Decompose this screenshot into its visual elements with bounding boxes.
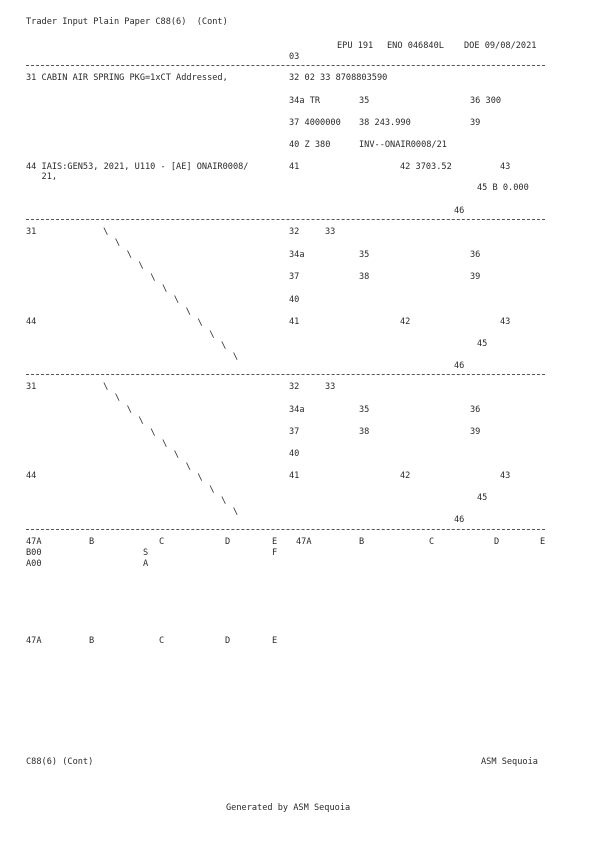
box-44: 44 [26,471,37,481]
strike-mark: \ [185,307,192,317]
box-40: 40 [289,295,300,305]
box-47b-header: B [89,636,95,646]
box-40: 40 [289,449,300,459]
box-35: 35 [359,405,370,415]
box-47c-header: C [429,537,435,547]
box-47b-header: B [89,537,95,547]
footer-brand: ASM Sequoia [481,757,538,767]
box-45: 45 [477,493,488,503]
eno-value: ENO 046840L [387,41,444,51]
tax-type-a00: A00 [26,559,42,569]
box-45: 45 [477,339,488,349]
strike-mark: \ [221,496,227,506]
box-47e-header: E [540,537,546,547]
box-38: 38 [359,427,370,437]
box-34a: 34a [289,250,305,260]
strike-mark: \ [126,250,133,260]
divider [26,529,545,530]
box-41: 41 [289,162,300,172]
strike-mark: \ [138,416,144,426]
box-47b-header: B [359,537,365,547]
form-title: Trader Input Plain Paper C88(6) (Cont) [26,17,228,27]
strike-mark: \ [173,450,180,460]
box-36: 36 300 [470,96,502,106]
strike-mark: \ [138,261,144,271]
box-44-line-2: 21, [26,172,58,182]
box-47e-header: E [272,537,278,547]
box-38: 38 [359,272,370,282]
box-34a: 34a TR [289,96,321,106]
box-37: 37 4000000 [289,118,341,128]
invoice-reference: INV--ONAIR0008/21 [359,140,447,150]
box-42: 42 [400,471,411,481]
box-44-line-1: 44 IAIS:GEN53, 2021, U110 - [AE] ONAIR0008/ [26,162,249,172]
strike-mark: \ [209,485,215,495]
box-43: 43 [500,317,511,327]
strike-mark: \ [162,439,168,449]
box-36: 36 [470,405,481,415]
strike-mark: \ [114,393,121,403]
strike-mark: \ [162,284,168,294]
box-42: 42 [400,317,411,327]
strike-mark: \ [221,341,227,351]
box-39: 39 [470,272,481,282]
box-31: 31 [26,382,37,392]
divider [26,219,545,220]
box-46: 46 [454,515,465,525]
divider [26,374,545,375]
box-47a-header: 47A [26,636,42,646]
box-47d-header: D [494,537,500,547]
box-34a: 34a [289,405,305,415]
tax-method-s: S [143,548,149,558]
box-39: 39 [470,427,481,437]
strike-mark: \ [197,473,203,483]
tax-type-b00: B00 [26,548,42,558]
box-44: 44 [26,317,37,327]
box-47c-header: C [159,537,165,547]
strike-mark: \ [232,352,239,362]
strike-mark: \ [185,462,192,472]
strike-mark: \ [232,507,239,517]
box-37: 37 [289,272,300,282]
box-31-description: 31 CABIN AIR SPRING PKG=1xCT Addressed, [26,73,228,83]
strike-mark: \ [150,273,156,283]
doe-value: DOE 09/08/2021 [464,41,537,51]
box-47c-header: C [159,636,165,646]
box-32: 32 [289,227,300,237]
box-36: 36 [470,250,481,260]
box-35: 35 [359,250,370,260]
box-33: 33 [325,382,336,392]
box-45: 45 B 0.000 [477,183,529,193]
box-38: 38 243.990 [359,118,411,128]
box-39: 39 [470,118,481,128]
strike-mark: \ [114,238,121,248]
box-41: 41 [289,471,300,481]
tax-method-a: A [143,559,149,569]
tax-method-f: F [272,548,278,558]
box-32-commodity: 32 02 33 8708803590 [289,73,388,83]
epu-value: EPU 191 [337,41,374,51]
strike-mark: \ [150,428,156,438]
box-40: 40 Z 380 [289,140,331,150]
box-31: 31 [26,227,37,237]
generated-by-note: Generated by ASM Sequoia [226,803,351,813]
divider [26,65,545,66]
box-47e-header: E [272,636,278,646]
strike-mark: \ [197,318,203,328]
box-41: 41 [289,317,300,327]
box-46: 46 [454,361,465,371]
box-37: 37 [289,427,300,437]
strike-mark: \ [103,382,109,392]
box-42: 42 3703.52 [400,162,452,172]
box-43: 43 [500,162,511,172]
box-47a-header: 47A [26,537,42,547]
box-43: 43 [500,471,511,481]
box-03: 03 [289,52,300,62]
strike-mark: \ [103,227,109,237]
box-35: 35 [359,96,370,106]
box-47d-header: D [225,636,231,646]
strike-mark: \ [126,405,133,415]
box-32: 32 [289,382,300,392]
box-47d-header: D [225,537,231,547]
strike-mark: \ [209,330,215,340]
box-33: 33 [325,227,336,237]
box-47a-header: 47A [296,537,312,547]
strike-mark: \ [173,295,180,305]
box-46: 46 [454,206,465,216]
footer-form-code: C88(6) (Cont) [26,757,94,767]
